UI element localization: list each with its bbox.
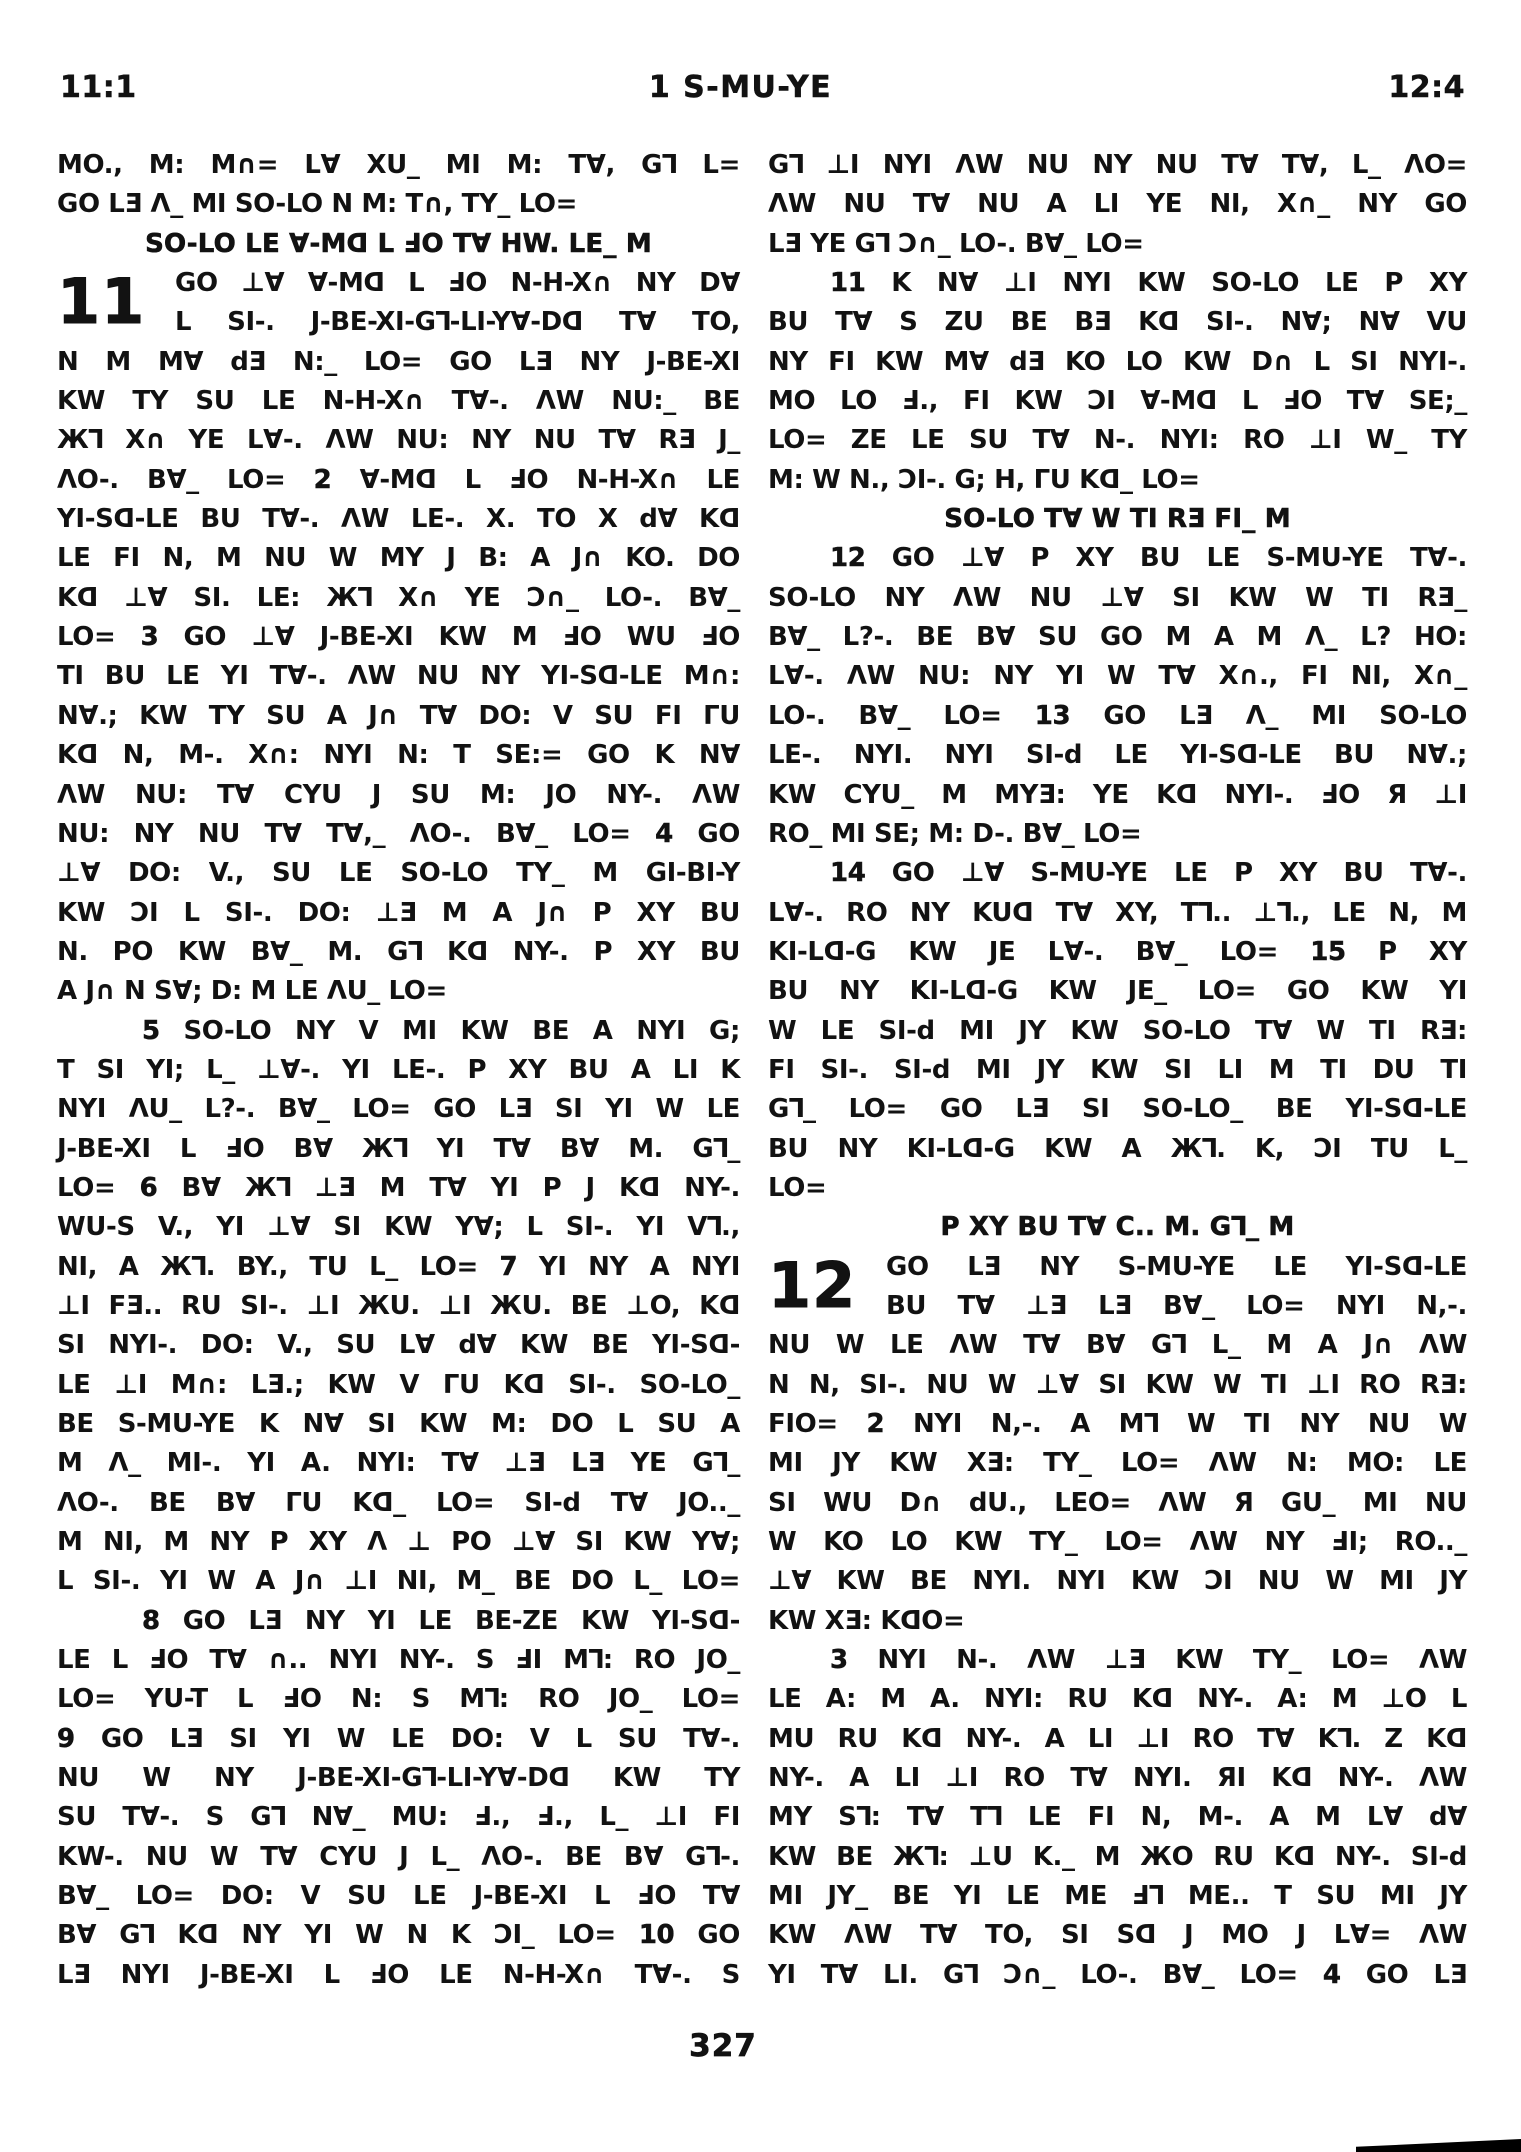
text-line: SI WU D∩ dU., LEO= ΛW Я GU_ MI NU [768,1487,1467,1518]
text-line: 3 NYI N-. ΛW ⊥Ǝ KW TY_ LO= ΛW [830,1645,1467,1676]
chapter-number: 11 [57,265,146,339]
chapter-block [57,264,740,343]
verse-number: 4 [655,818,673,849]
text-line: B∀_ L?-. BE B∀ SU GO M A M Λ_ L? HO: [768,622,1467,653]
text-line: MO., M: M∩= L∀ XU_ MI M: T∀, G⅂ L= [57,150,740,180]
text-line: TI BU LE YI T∀-. ΛW NU NY YI-Sᗡ-LE M∩: [57,661,740,692]
text-line: MU RU Kᗡ NY-. A LI ⊥I RO T∀ K⅂. Z Kᗡ [768,1723,1467,1754]
text-line: FI SI-. SI-d MI JY KW SI LI M TI DU TI [768,1054,1467,1085]
text-line: NU W NY J-BE-XI-G⅂-LI-Y∀-Dᗡ KW TY [57,1763,740,1794]
text-line: 11 K N∀ ⊥I NYI KW SO-LO LE P XY [830,268,1467,299]
section-heading: SO-LO LE ∀-Mᗡ L ℲO T∀ HW. LE_ M [145,228,652,259]
text-line: A J∩ N S∀; D: M LE ΛU_ LO= [57,976,447,1007]
chapter-block [768,1248,1467,1327]
text-line: Kᗡ ⊥∀ SI. LE: Ж⅂ X∩ YE Ɔ∩_ LO-. B∀_ [57,582,740,613]
text-line: B∀_ LO= DO: V SU LE J-BE-XI L ℲO T∀ [57,1881,740,1912]
text-line: RO_ MI SE; M: D-. B∀_ LO= [768,818,1142,849]
text-line: FIO= 2 NYI N,-. A M⅂ W TI NY NU W [768,1409,1468,1439]
verse-number: 9 [57,1723,75,1754]
verse-number: 4 [1322,1959,1341,1990]
verse-number: 3 [830,1645,848,1676]
text-line: MO LO Ⅎ., FI KW ƆI ∀-Mᗡ L ℲO T∀ SE;_ [768,386,1467,417]
text-line: KW BE Ж⅂: ⊥U K._ M ЖO RU Kᗡ NY-. SI-d [768,1841,1467,1872]
text-line: YI T∀ LI. G⅂ Ɔ∩_ LO-. B∀_ LO= 4 GO LƎ [768,1959,1467,1990]
text-line: 14 GO ⊥∀ S-MU-YE LE P XY BU T∀-. [830,858,1467,889]
text-line: BU T∀ ⊥Ǝ LƎ B∀_ LO= NYI N,-. [886,1290,1467,1321]
text-line: WU-S V., YI ⊥∀ SI KW Y∀; L SI-. YI V⅂., [57,1212,740,1243]
text-line: W KO LO KW TY_ LO= ΛW NY ℲI; RO.._ [768,1527,1467,1558]
verse-number: 5 [142,1015,160,1046]
text-line: BU T∀ S ZU BE BƎ Kᗡ SI-. N∀; N∀ VU [768,307,1467,338]
text-line: MI JY KW XƎ: TY_ LO= ΛW N: MO: LE [768,1448,1467,1479]
text-line: G⅂_ LO= GO LƎ SI SO-LO_ BE YI-Sᗡ-LE [768,1094,1467,1125]
text-line: ΛW NU: T∀ CYU J SU M: JO NY-. ΛW [57,779,740,810]
text-line: KW TY SU LE N-H-X∩ T∀-. ΛW NU:_ BE [57,386,740,417]
text-line: KW ΛW T∀ TO, SI Sᗡ J MO J L∀= ΛW [768,1920,1467,1951]
text-line: LO= [768,1172,827,1203]
section-heading: SO-LO T∀ W TI RƎ FI_ M [944,504,1291,535]
text-line: GO LƎ NY S-MU-YE LE YI-Sᗡ-LE [886,1251,1467,1282]
text-line: M NI, M NY P XY Λ ⊥ PO ⊥∀ SI KW Y∀; [57,1527,740,1558]
text-line: KI-Lᗡ-G KW JE L∀-. B∀_ LO= 15 P XY [768,936,1467,967]
section-heading: P XY BU T∀ C.. M. G⅂_ M [940,1212,1295,1243]
verse-number: 2 [866,1409,885,1439]
text-line: 12 GO ⊥∀ P XY BU LE S-MU-YE T∀-. [830,543,1467,574]
verse-number: 14 [830,858,866,889]
text-line: SO-LO NY ΛW NU ⊥∀ SI KW W TI RƎ_ [768,582,1467,613]
text-line: LO-. B∀_ LO= 13 GO LƎ Λ_ MI SO-LO [768,700,1467,731]
header-left-reference: 11:1 [60,70,137,105]
text-line: 9 GO LƎ SI YI W LE DO: V L SU T∀-. [57,1723,740,1754]
text-line: 8 GO LƎ NY YI LE BE-ZE KW YI-Sᗡ- [142,1605,740,1636]
verse-number: 10 [638,1920,675,1951]
text-line: LE ⊥I M∩: LƎ.; KW V ΓU Kᗡ SI-. SO-LO_ [57,1369,740,1400]
text-line: ⊥∀ DO: V., SU LE SO-LO TY_ M GI-BI-Y [57,858,740,889]
text-line: B∀ G⅂ Kᗡ NY YI W N K ƆI_ LO= 10 GO [57,1920,740,1951]
text-column-left [57,146,740,1995]
verse-number: 11 [830,268,866,299]
text-line: NU: NY NU T∀ T∀,_ ΛO-. B∀_ LO= 4 GO [57,818,740,849]
text-line: NU W LE ΛW T∀ B∀ G⅂ L_ M A J∩ ΛW [768,1330,1467,1361]
text-line: LO= 6 B∀ Ж⅂ ⊥Ǝ M T∀ YI P J Kᗡ NY-. [57,1172,740,1203]
text-line: W LE SI-d MI JY KW SO-LO T∀ W TI RƎ: [768,1015,1467,1046]
text-line: NY-. A LI ⊥I RO T∀ NYI. ЯI Kᗡ NY-. ΛW [768,1763,1467,1794]
text-line: Kᗡ N, M-. X∩: NYI N: T SE:= GO K N∀ [57,740,740,771]
verse-number: 7 [499,1251,518,1282]
verse-number: 13 [1034,700,1071,731]
book-title: 1 S-MU-YE [648,70,833,105]
text-line: BU NY KI-Lᗡ-G KW A Ж⅂. K, ƆI TU L_ [768,1133,1467,1164]
text-line: SU T∀-. S G⅂ N∀_ MU: Ⅎ., Ⅎ., L_ ⊥I FI [57,1802,740,1833]
text-line: GO LƎ Λ_ MI SO-LO N M: T∩, TY_ LO= [57,189,577,220]
text-line: L∀-. RO NY KUᗡ T∀ XY, T⅂.. ⊥⅂., LE N, M [768,897,1467,928]
text-line: ⊥∀ KW BE NYI. NYI KW ƆI NU W MI JY [768,1566,1467,1597]
text-line: MI JY_ BE YI LE ME Ⅎ⅂ ME.. T SU MI JY [768,1881,1467,1912]
verse-number: 8 [142,1605,160,1636]
text-line: BU NY KI-Lᗡ-G KW JE_ LO= GO KW YI [768,976,1467,1007]
header-right-reference: 12:4 [1388,70,1465,105]
text-line: L∀-. ΛW NU: NY YI W T∀ X∩., FI NI, X∩_ [768,661,1467,692]
text-line: 5 SO-LO NY V MI KW BE A NYI G; [142,1015,740,1046]
text-line: LE A: M A. NYI: RU Kᗡ NY-. A: M ⊥O L [768,1684,1467,1715]
text-line: NI, A Ж⅂. BY., TU L_ LO= 7 YI NY A NYI [57,1251,740,1282]
text-line: GO ⊥∀ ∀-Mᗡ L ℲO N-H-X∩ NY D∀ [175,268,740,299]
text-line: BE S-MU-YE K N∀ SI KW M: DO L SU A [57,1409,740,1439]
text-line: MY S⅂: T∀ T⅂ LE FI N, M-. A M L∀ d∀ [768,1802,1467,1833]
text-line: LE FI N, M NU W MY J B: A J∩ KO. DO [57,543,740,574]
text-line: LE L ℲO T∀ ∩.. NYI NY-. S ℲI M⅂: RO JO_ [57,1645,740,1676]
text-line: L SI-. J-BE-XI-G⅂-LI-Y∀-Dᗡ T∀ TO, [175,307,740,338]
text-line: T SI YI; L_ ⊥∀-. YI LE-. P XY BU A LI K [57,1054,740,1085]
text-line: N N, SI-. NU W ⊥∀ SI KW W TI ⊥I RO RƎ: [768,1369,1467,1400]
verse-number: 12 [830,543,866,574]
text-line: N∀.; KW TY SU A J∩ T∀ DO: V SU FI ΓU [57,700,740,731]
text-line: LƎ YE G⅂ Ɔ∩_ LO-. B∀_ LO= [768,228,1144,259]
text-line: KW XƎ: KᗡO= [768,1605,965,1636]
verse-number: 6 [139,1172,158,1203]
text-line: G⅂ ⊥I NYI ΛW NU NY NU T∀ T∀, L_ ΛO= [768,150,1467,180]
text-line: LO= YU-T L ℲO N: S M⅂: RO JO_ LO= [57,1684,740,1715]
verse-number: 15 [1310,936,1346,967]
text-line: J-BE-XI L ℲO B∀ Ж⅂ YI T∀ B∀ M. G⅂_ [57,1133,740,1164]
chapter-number: 12 [768,1248,857,1322]
text-line: L SI-. YI W A J∩ ⊥I NI, M_ BE DO L_ LO= [57,1566,740,1597]
text-line: M Λ_ MI-. YI A. NYI: T∀ ⊥Ǝ LƎ YE G⅂_ [57,1448,740,1479]
scan-artifact-bar [1356,2139,1521,2152]
text-line: KW-. NU W T∀ CYU J L_ ΛO-. BE B∀ G⅂-. [57,1841,740,1872]
text-line: KW ƆI L SI-. DO: ⊥Ǝ M A J∩ P XY BU [57,897,740,928]
verse-number: 2 [313,464,332,495]
text-line: LƎ NYI J-BE-XI L ℲO LE N-H-X∩ T∀-. S [57,1959,740,1990]
text-line: LO= 3 GO ⊥∀ J-BE-XI KW M ℲO WU ℲO [57,622,741,653]
text-line: Ж⅂ X∩ YE L∀-. ΛW NU: NY NU T∀ RƎ J_ [57,425,740,456]
text-line: ΛW NU T∀ NU A LI YE NI, X∩_ NY GO [768,189,1467,220]
text-line: YI-Sᗡ-LE BU T∀-. ΛW LE-. X. TO X d∀ Kᗡ [57,504,740,535]
text-line: ⊥I FƎ.. RU SI-. ⊥I ЖU. ⊥I ЖU. BE ⊥O, Kᗡ [57,1290,740,1321]
text-line: LE-. NYI. NYI SI-d LE YI-Sᗡ-LE BU N∀.; [768,740,1467,771]
text-line: ΛO-. B∀_ LO= 2 ∀-Mᗡ L ℲO N-H-X∩ LE [57,464,740,495]
verse-number: 3 [140,622,159,653]
text-line: KW CYU_ M MYƎ: YE Kᗡ NYI-. ℲO Я ⊥I [768,779,1467,810]
page-number: 327 [689,2028,757,2064]
text-line: SI NYI-. DO: V., SU L∀ d∀ KW BE YI-Sᗡ- [57,1330,740,1361]
text-column-right [768,146,1467,1995]
text-line: N. PO KW B∀_ M. G⅂ Kᗡ NY-. P XY BU [57,936,740,967]
text-line: ΛO-. BE B∀ ΓU Kᗡ_ LO= SI-d T∀ JO.._ [57,1487,740,1518]
text-line: NY FI KW M∀ dƎ KO LO KW D∩ L SI NYI-. [768,346,1467,377]
text-line: LO= ZE LE SU T∀ N-. NYI: RO ⊥I W_ TY [768,425,1467,456]
text-line: M: W N., ƆI-. G; H, ΓU Kᗡ_ LO= [768,464,1200,495]
text-line: NYI ΛU_ L?-. B∀_ LO= GO LƎ SI YI W LE [57,1094,740,1125]
text-line: N M M∀ dƎ N:_ LO= GO LƎ NY J-BE-XI [57,346,740,377]
